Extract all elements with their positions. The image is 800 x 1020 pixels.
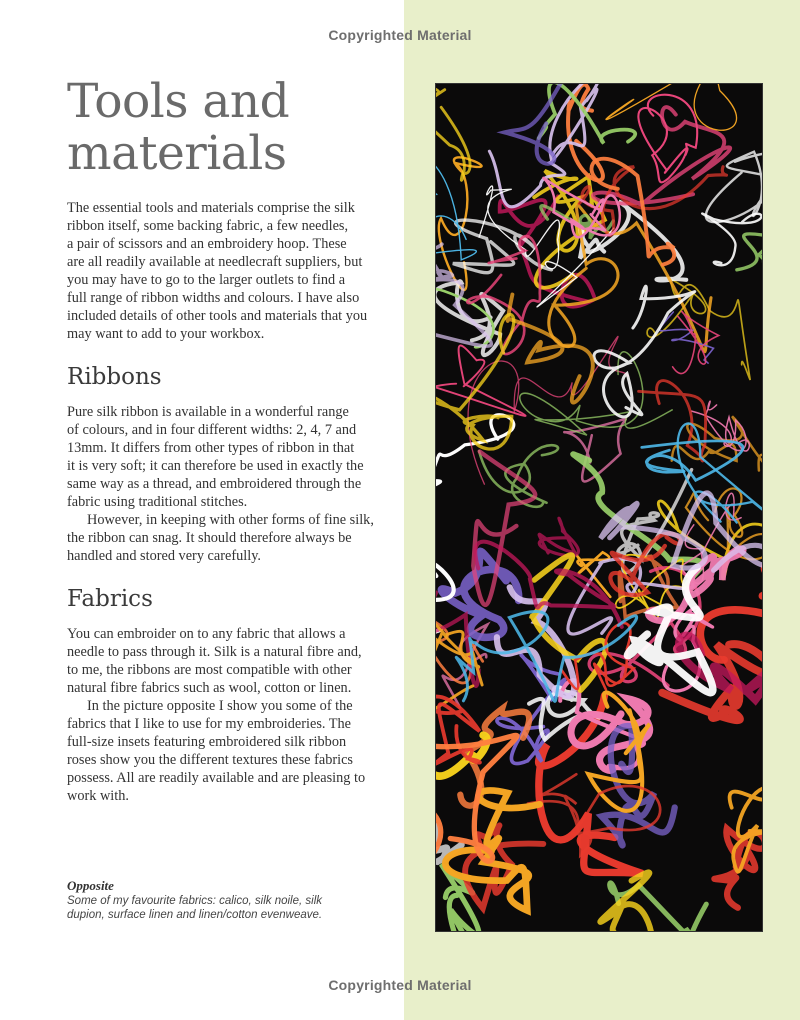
ribbon-strand [593,107,730,205]
ribbon-strand [580,201,686,280]
text-line: to me, the ribbons are most compatible with other [67,662,352,678]
ribbons-heading: Ribbons [67,364,162,390]
ribbons-paragraph [67,403,397,565]
ribbon-strand [714,829,762,908]
text-line: are all readily available at needlecraft suppliers, but [67,254,363,270]
text-line: Pure silk ribbon is available in a wonderful range [67,404,349,420]
ribbon-strand [639,381,706,462]
caption-title: Opposite [67,878,114,893]
text-line: may want to add to your workbox. [67,326,265,342]
caption-text [67,894,397,922]
text-line: handled and stored very carefully. [67,548,261,564]
ribbon-strand [673,311,719,373]
ribbon-strand [436,84,470,180]
text-line: full-size insets featuring embroidered silk ribbon [67,734,347,750]
text-line: fabrics that I like to use for my embroideries. The [67,716,351,732]
text-line: work with. [67,788,129,804]
intro-paragraph [67,199,397,343]
silk-ribbons-photo [435,83,763,932]
text-line: 13mm. It differs from other types of ribbon in that [67,440,355,456]
copyright-notice-bottom: Copyrighted Material [328,977,472,993]
fabrics-heading: Fabrics [67,586,153,612]
text-line: The essential tools and materials comprise the silk [67,200,355,216]
ribbon-tangle-illustration [436,84,762,931]
text-line: You can embroider on to any fabric that allows a [67,626,346,642]
text-line: you may have to go to the larger outlets to find a [67,272,346,288]
ribbon-strand [600,872,652,931]
text-line: fabric using traditional stitches. [67,494,248,510]
text-line: ribbon itself, some backing fabric, a few needles, [67,218,349,234]
text-line: natural fibre fabrics such as wool, cotton or linen. [67,680,352,696]
page-title-line: Tools and [67,74,290,129]
text-line: it is very soft; it can therefore be used in exactly the [67,458,364,474]
text-line: roses show you the different textures these fabrics [67,752,353,768]
photo-caption [67,878,397,922]
caption-line: Some of my favourite fabrics: calico, silk noile, silk [67,895,323,907]
ribbon-strand [647,279,750,380]
text-line: of colours, and in four different widths: 2, 4, 7 and [67,422,357,438]
fabrics-paragraph [67,625,397,805]
text-line: possess. All are readily available and are pleasing to [67,770,366,786]
text-line: a pair of scissors and an embroidery hoop. These [67,236,347,252]
text-line: full range of ribbon widths and colours. I have also [67,290,360,306]
ribbon-strand [730,788,762,872]
text-line: However, in keeping with other forms of fine silk, [87,512,374,528]
text-line: In the picture opposite I show you some of the [87,698,353,714]
text-line: same way as a thread, and embroidered through the [67,476,362,492]
copyright-notice-top: Copyrighted Material [328,27,472,43]
text-line: needle to pass through it. Silk is a natural fibre and, [67,644,362,660]
ribbon-strand [539,518,578,556]
caption-line: dupion, surface linen and linen/cotton evenweave. [67,909,323,921]
ribbon-strand [594,286,695,417]
page-title [67,76,397,180]
text-line: the ribbon can snag. It should therefore always be [67,530,352,546]
text-column [67,76,397,805]
text-line: included details of other tools and materials that you [67,308,368,324]
page-title-line: materials [67,126,287,181]
